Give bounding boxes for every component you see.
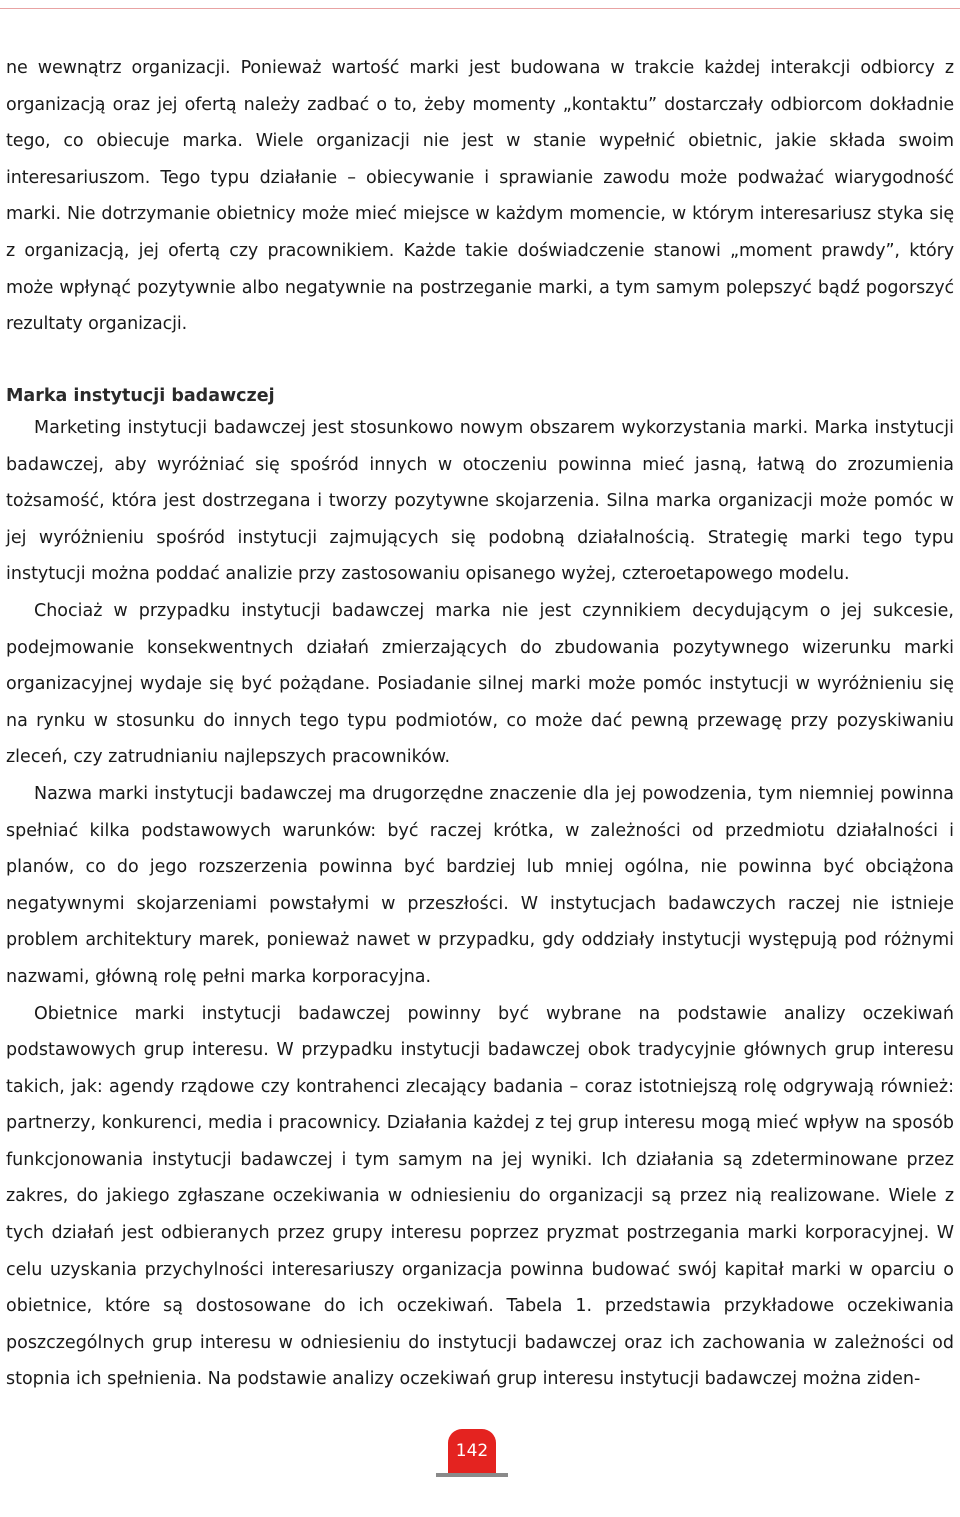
paragraph: Obietnice marki instytucji badawczej powinny być wybrane na podstawie analizy oczekiwań podstawowych grup interesu. W przypadku instytucji badawczej obok tradycyjnie głównych grup interesu takich, jak: agendy rządowe czy kontrahenci zlecający badania – coraz istotniejszą rolę odgrywają również: partnerzy, konkurenci, media i pracownicy. Działania każdej z tej grup interesu mogą mieć wpływ na sposób funkcjonowania instytucji badawczej i tym samym na jej wyniki. Ich działania są zdeterminowane przez zakres, do jakiego zgłaszane oczekiwania w odniesieniu do organizacji są przez nią realizowane. Wiele z tych działań jest odbieranych przez grupy interesu poprzez pryzmat postrzegania marki korporacyjnej. W celu uzyskania przychylności interesariuszy organizacja powinna budować swój kapitał marki w oparciu o obietnice, które są dostosowane do ich oczekiwań. Tabela 1. przedstawia przykładowe oczekiwania poszczególnych grup interesu w odniesieniu do instytucji badawczej oraz ich zachowania w zależności od stopnia ich spełnienia. Na podstawie analizy oczekiwań grup interesu instytucji badawczej można ziden- [6, 1003, 954, 1390]
paragraph: Marketing instytucji badawczej jest stosunkowo nowym obszarem wykorzystania marki. Marka instytucji badawczej, aby wyróżniać się spośród innych w otoczeniu powinna mieć jasną, łatwą do zrozumienia tożsamość, która jest dostrzegana i tworzy pozytywne skojarzenia. Silna marka organizacji może pomóc w jej wyróżnieniu spośród instytucji zajmujących się podobną działalnością. Strategię marki tego typu instytucji można poddać analizie przy zastosowaniu opisanego wyżej, czteroetapowego modelu. [6, 418, 954, 585]
page-number-rule [436, 1473, 508, 1477]
page-number-badge [448, 1429, 496, 1473]
paragraph: Nazwa marki instytucji badawczej ma drugorzędne znaczenie dla jej powodzenia, tym niemniej powinna spełniać kilka podstawowych warunków: być raczej krótka, w zależności od przedmiotu działalności i planów, co do jego rozszerzenia powinna być bardziej lub mniej ogólna, nie powinna być obciążona negatywnymi skojarzeniami powstałymi w przeszłości. W instytucjach badawczych raczej nie istnieje problem architektury marek, ponieważ nawet w przypadku, gdy oddziały instytucji występują pod różnymi nazwami, główną rolę pełni marka korporacyjna. [6, 783, 954, 987]
top-rule [0, 8, 960, 9]
section-heading: Marka instytucji badawczej [6, 386, 275, 406]
paragraph: Chociaż w przypadku instytucji badawczej marka nie jest czynnikiem decydującym o jej sukcesie, podejmowanie konsekwentnych działań zmierzających do zbudowania pozytywnego wizerunku marki organizacyjnej wydaje się być pożądane. Posiadanie silnej marki może pomóc instytucji w wyróżnieniu się na rynku w stosunku do innych tego typu podmiotów, co może dać pewną przewagę przy pozyskiwaniu zleceń, czy zatrudnianiu najlepszych pracowników. [6, 600, 954, 768]
section-body [6, 410, 954, 1398]
page-number: 142 [455, 1441, 489, 1461]
continuation-paragraph: ne wewnątrz organizacji. Ponieważ wartość marki jest budowana w trakcie każdej interakcji odbiorcy z organizacją oraz jej ofertą należy zadbać o to, żeby momenty „kontaktu” dostarczały odbiorcom dokładnie tego, co obiecuje marka. Wiele organizacji nie jest w stanie wypełnić obietnic, jakie składa swoim interesariuszom. Tego typu działanie – obiecywanie i sprawianie zawodu może podważać wiarygodność marki. Nie dotrzymanie obietnicy może mieć miejsce w każdym momencie, w którym interesariusz styka się z organizacją, jej ofertą czy pracownikiem. Każde takie doświadczenie stanowi „moment prawdy”, który może wpłynąć pozytywnie albo negatywnie na postrzeganie marki, a tym samym polepszyć bądź pogorszyć rezultaty organizacji. [6, 58, 954, 335]
